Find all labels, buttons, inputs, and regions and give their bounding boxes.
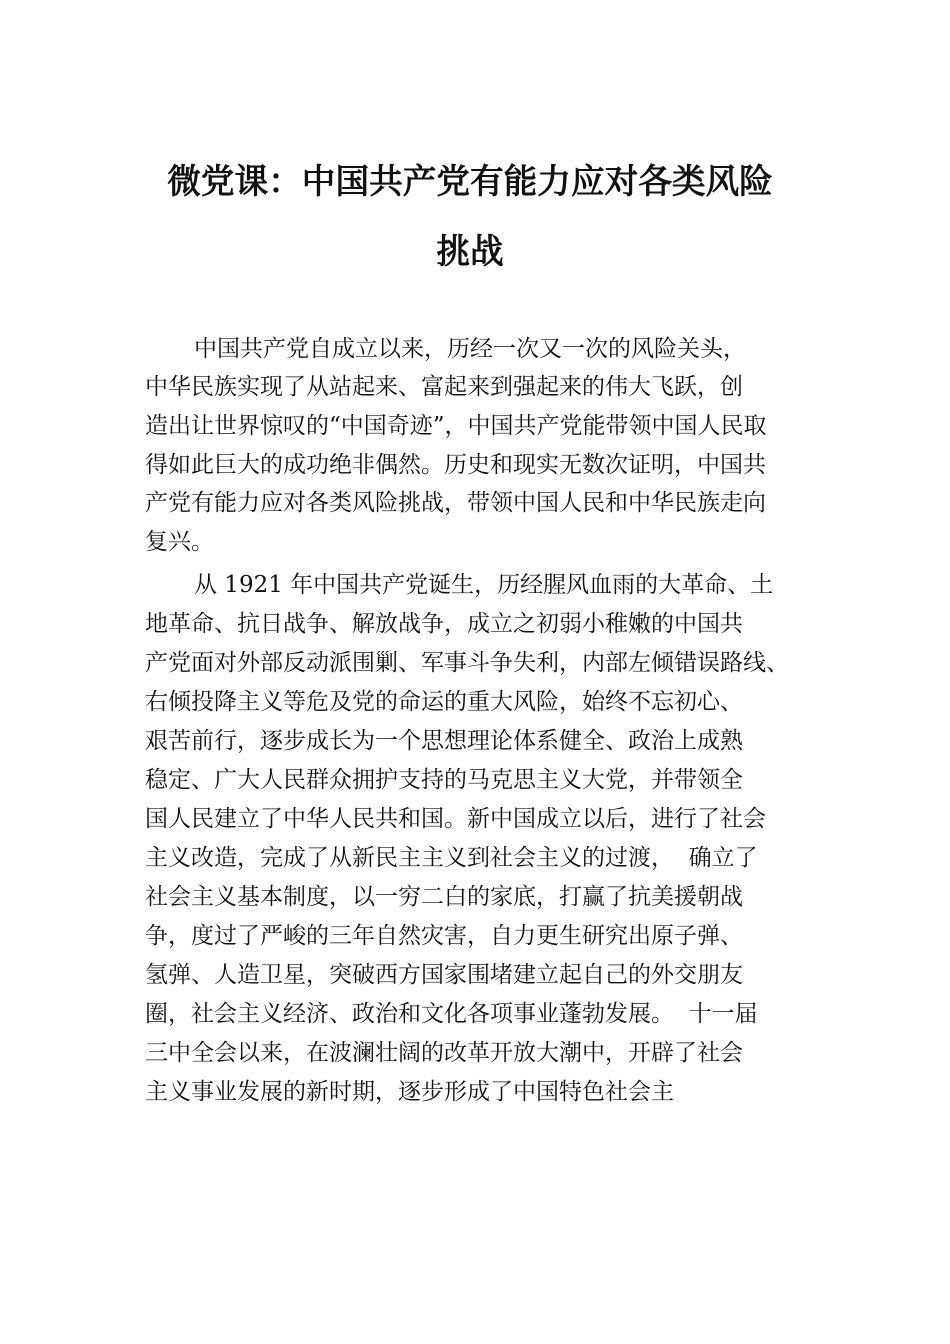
paragraph-line: 稳定、广大人民群众拥护支持的马克思主义大党，并带领全 bbox=[145, 767, 743, 793]
paragraph-line: 产党面对外部反动派围剿、军事斗争失利，内部左倾错误路线、 bbox=[145, 650, 789, 676]
paragraph-line: 造出让世界惊叹的“中国奇迹”，中国共产党能带领中国人民取 bbox=[145, 413, 767, 439]
paragraph-line: 产党有能力应对各类风险挑战，带领中国人民和中华民族走向 bbox=[145, 490, 766, 516]
paragraph-line: 主义改造，完成了从新民主主义到社会主义的过渡， 确立了 bbox=[145, 845, 758, 871]
paragraph-line: 争，度过了严峻的三年自然灾害，自力更生研究出原子弹、 bbox=[145, 923, 743, 949]
paragraph-line: 艰苦前行，逐步成长为一个思想理论体系健全、政治上成熟 bbox=[145, 728, 743, 754]
paragraph-line: 得如此巨大的成功绝非偶然。历史和现实无数次证明，中国共 bbox=[145, 452, 766, 478]
paragraph-line: 右倾投降主义等危及党的命运的重大风险，始终不忘初心、 bbox=[145, 689, 743, 715]
paragraph-line: 从 1921 年中国共产党诞生，历经腥风血雨的大革命、土 bbox=[194, 572, 774, 598]
paragraph-line: 主义事业发展的新时期，逐步形成了中国特色社会主 bbox=[145, 1079, 674, 1105]
paragraph-line: 中国共产党自成立以来，历经一次又一次的风险关头， bbox=[194, 336, 746, 362]
paragraph-line: 三中全会以来，在波澜壮阔的改革开放大潮中，开辟了社会 bbox=[145, 1040, 743, 1066]
paragraph-line: 中华民族实现了从站起来、富起来到强起来的伟大飞跃，创 bbox=[145, 374, 743, 400]
paragraph-line: 国人民建立了中华人民共和国。新中国成立以后，进行了社会 bbox=[145, 806, 766, 832]
paragraph-line: 复兴。 bbox=[145, 529, 214, 555]
paragraph-line: 圈，社会主义经济、政治和文化各项事业蓬勃发展。 十一届 bbox=[145, 1001, 758, 1027]
paragraph-line: 社会主义基本制度，以一穷二白的家底，打赢了抗美援朝战 bbox=[145, 884, 743, 910]
document-title-line-2: 挑战 bbox=[436, 232, 504, 272]
paragraph-line: 氢弹、人造卫星，突破西方国家围堵建立起自己的外交朋友 bbox=[145, 962, 743, 988]
paragraph-line: 地革命、抗日战争、解放战争，成立之初弱小稚嫩的中国共 bbox=[145, 611, 743, 637]
document-title-line-1: 微党课：中国共产党有能力应对各类风险 bbox=[167, 162, 773, 202]
